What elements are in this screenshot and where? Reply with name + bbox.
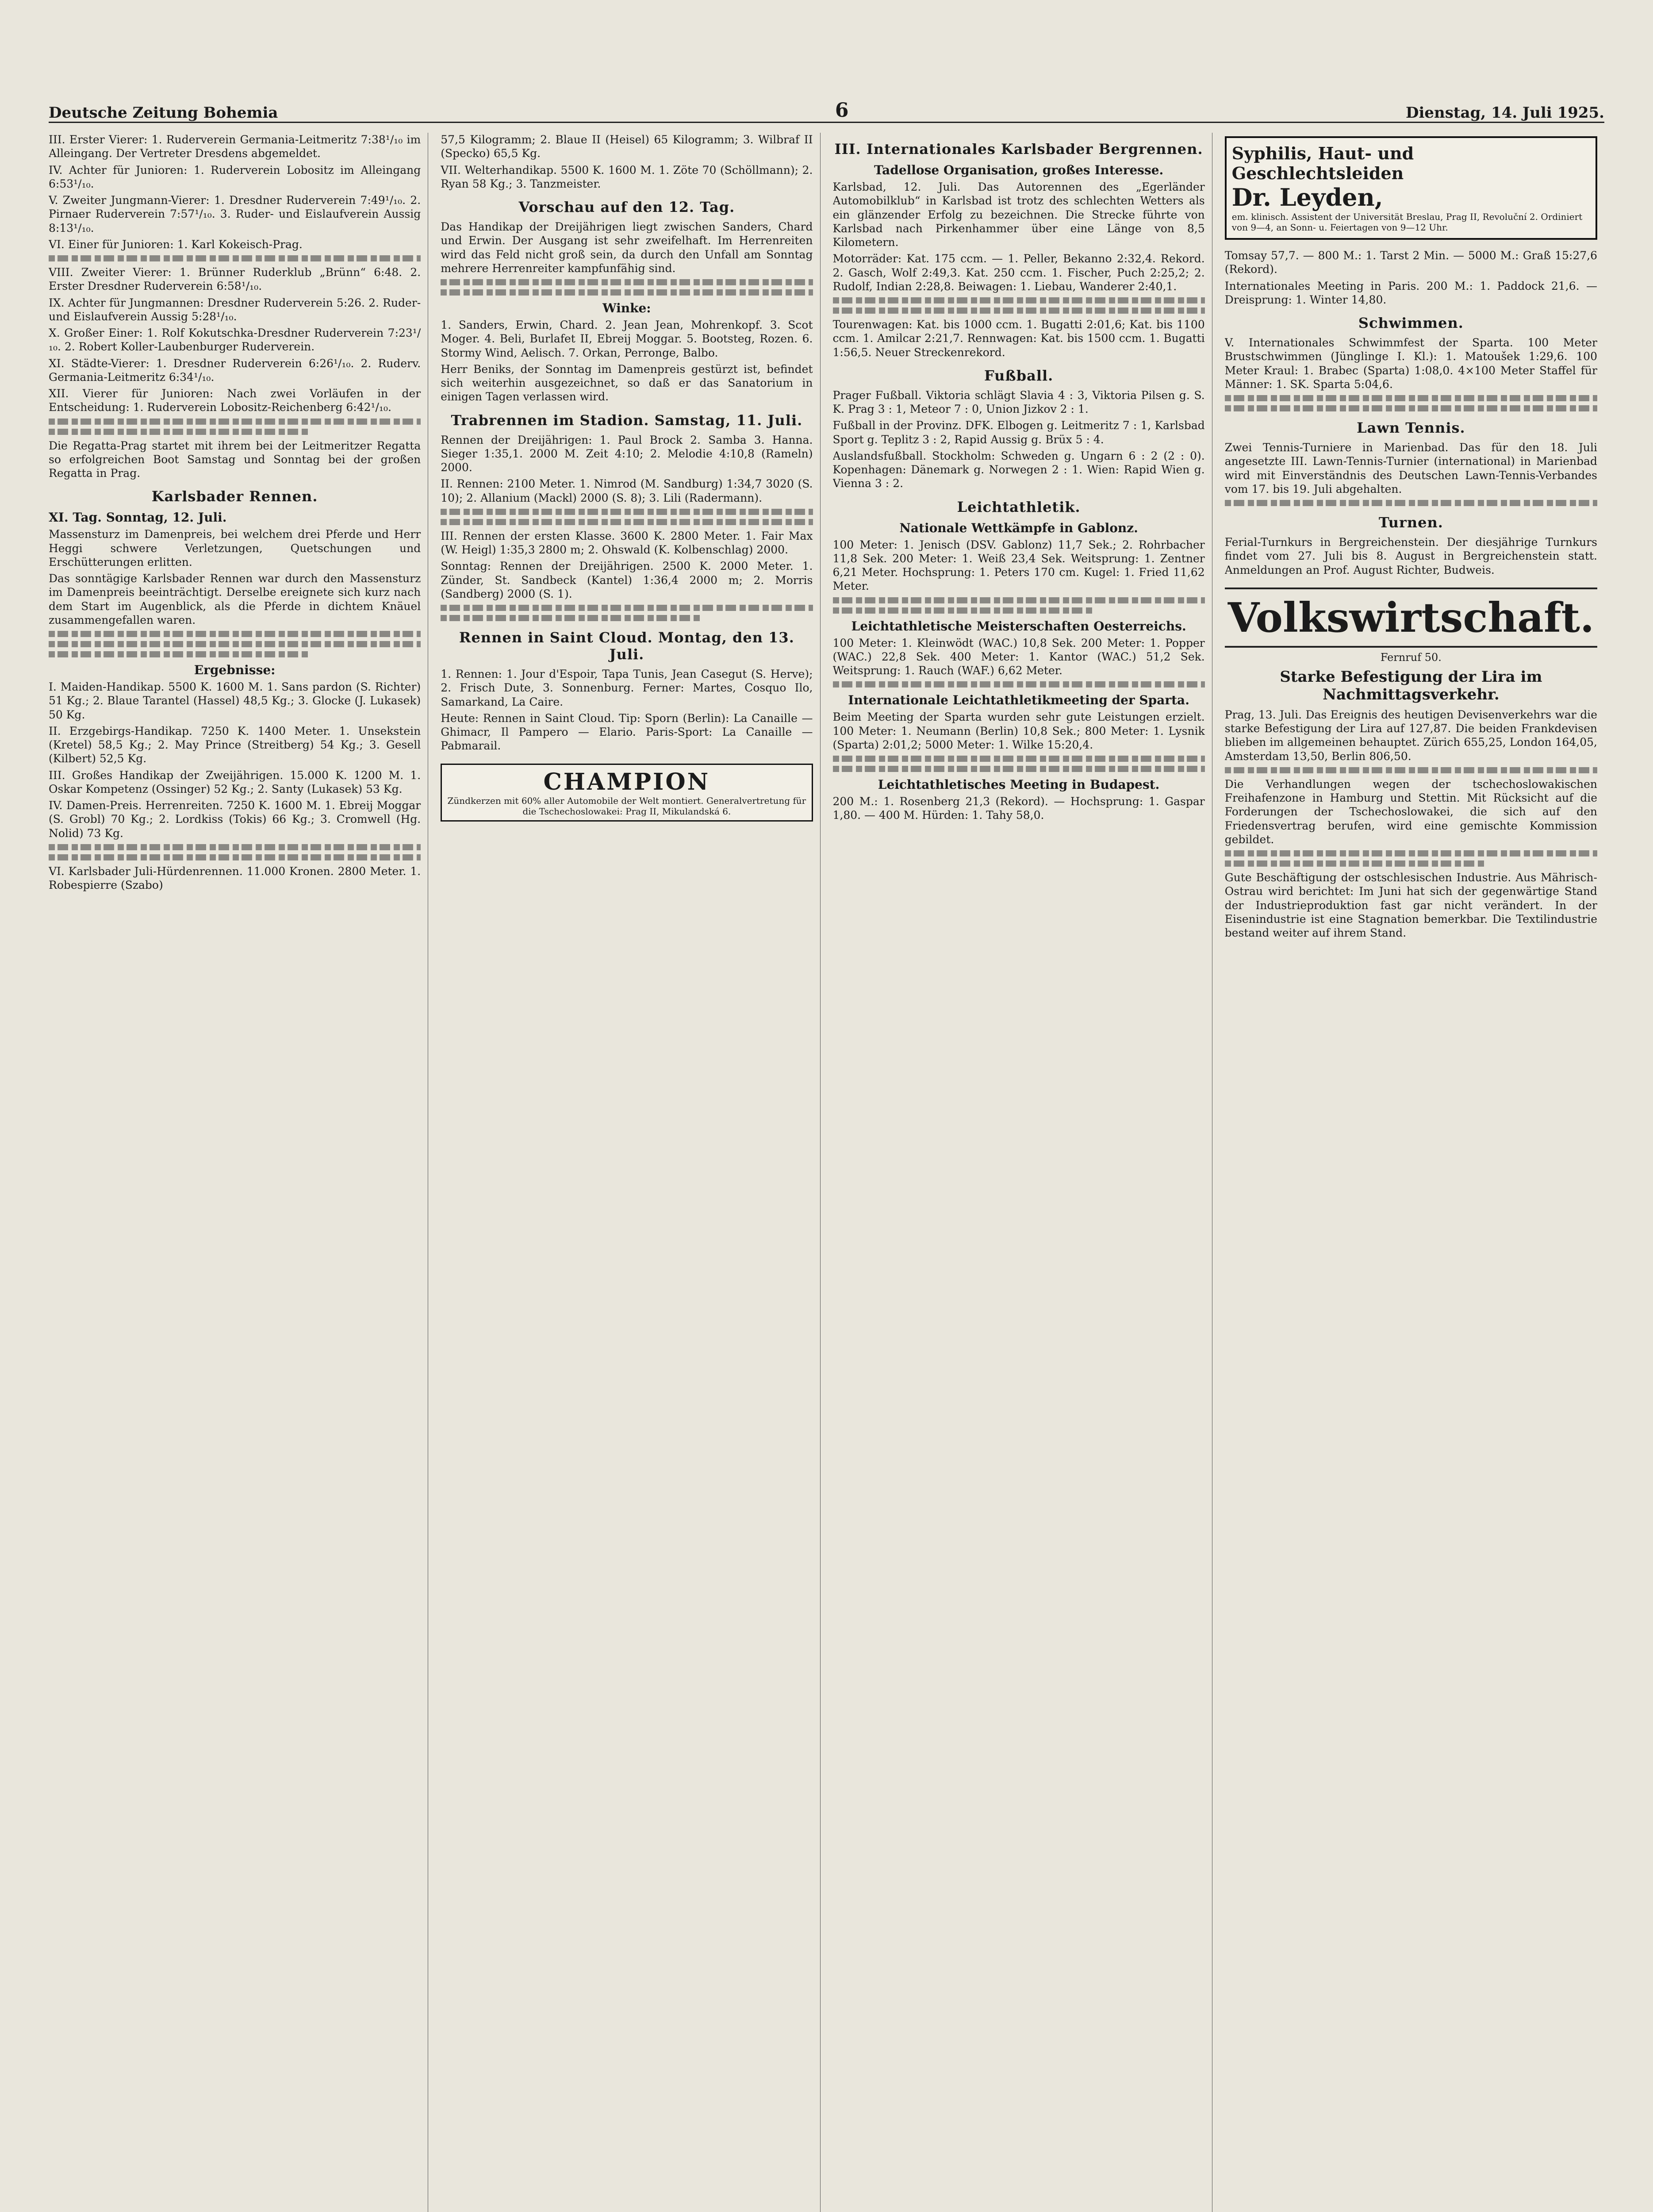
page-header	[49, 95, 1604, 123]
text-line	[441, 519, 813, 525]
article-text: Tourenwagen: Kat. bis 1000 ccm. 1. Bugatti 2:01,6; Kat. bis 1100 ccm. 1. Amilcar 2:21,7. Rennwagen: Kat. bis 1500 ccm. 1. Bugatti 1:56,5. Neuer Streckenrekord.	[832, 318, 1205, 359]
article-text: XI. Städte-Vierer: 1. Dresdner Ruderverein 6:26¹/₁₀. 2. Ruderv. Germania-Leitmeritz 6:34¹/₁₀.	[49, 357, 421, 384]
race-result: II. Erzgebirgs-Handikap. 7250 K. 1400 Meter. 1. Unsekstein (Kretel) 58,5 Kg.; 2. May Prince (Streitberg) 54 Kg.; 3. Gesell (Kilbert) 52,5 Kg.	[49, 724, 421, 765]
ad-details: em. klinisch. Assistent der Universität Breslau, Prag II, Revoluční 2. Ordiniert von 9—4, an Sonn- u. Feiertagen von 9—12 Uhr.	[1231, 211, 1583, 233]
article-text: VIII. Zweiter Vierer: 1. Brünner Ruderklub „Brünn“ 6:48. 2. Erster Dresdner Ruderverein 6:58¹/₁₀.	[49, 266, 421, 293]
text-line	[49, 429, 309, 435]
tips-list: 1. Sanders, Erwin, Chard. 2. Jean Jean, Mohrenkopf. 3. Scot Moger. 4. Beli, Burlafet II, Ebreij Moggar. 5. Bootsteg, Rozen. 6. Stormy Wind, Aelisch. 7. Orkan, Perronge, Balbo.	[441, 319, 813, 359]
article-text: Massensturz im Damenpreis, bei welchem drei Pferde und Herr Heggi schwere Verletzungen, Quetschungen und Erschütterungen erlitten.	[49, 528, 421, 568]
page-number: 6	[835, 99, 849, 122]
text-line	[441, 615, 701, 621]
race-result: II. Rennen: 2100 Meter. 1. Nimrod (M. Sandburg) 1:34,7 3020 (S. 10); 2. Allanium (Mackl) 2000 (S. 8); 3. Lili (Radermann).	[441, 477, 813, 504]
article-text: VI. Einer für Junioren: 1. Karl Kokeisch-Prag.	[49, 238, 303, 251]
text-line	[1225, 850, 1597, 856]
article-text: 100 Meter: 1. Jenisch (DSV. Gablonz) 11,7 Sek.; 2. Rohrbacher 11,8 Sek. 200 Meter: 1. Weiß 23,4 Sek. Weitsprung: 1. Zentner 6,21 Meter. Hochsprung: 1. Peters 170 cm. Kugel: 1. Fried 11,62 Meter.	[832, 538, 1205, 593]
article-text: XII. Vierer für Junioren: Nach zwei Vorläufen in der Entscheidung: 1. Ruderverein Lobositz-Reichenberg 6:42¹/₁₀.	[49, 387, 421, 414]
column-1	[49, 133, 428, 2212]
issue-date: Dienstag, 14. Juli 1925.	[1405, 104, 1604, 122]
subheading: Nationale Wettkämpfe in Gablonz.	[899, 520, 1138, 535]
text-line	[49, 419, 421, 425]
newspaper-title: Deutsche Zeitung Bohemia	[49, 104, 278, 122]
race-result: VI. Karlsbader Juli-Hürdenrennen. 11.000 Kronen. 2800 Meter. 1. Robespierre (Szabo)	[49, 864, 421, 891]
section-heading: Turnen.	[1378, 514, 1443, 531]
text-line	[441, 289, 813, 296]
text-line	[49, 255, 421, 261]
article-text: 57,5 Kilogramm; 2. Blaue II (Heisel) 65 Kilogramm; 3. Wilbraf II (Specko) 65,5 Kg.	[441, 133, 813, 160]
article-text: Auslandsfußball. Stockholm: Schweden g. Ungarn 6 : 2 (2 : 0). Kopenhagen: Dänemark g. Norwegen 2 : 1. Wien: Rapid Wien g. Vienna 3 : 2.	[832, 449, 1205, 490]
article-text: X. Großer Einer: 1. Rolf Kokutschka-Dresdner Ruderverein 7:23¹/₁₀. 2. Robert Koller-Laubenburger Ruderverein.	[49, 326, 421, 353]
article-text: VII. Welterhandikap. 5500 K. 1600 M. 1. Zöte 70 (Schöllmann); 2. Ryan 58 Kg.; 3. Tanzmeister.	[441, 163, 813, 190]
text-line	[49, 844, 421, 850]
column-3	[833, 133, 1212, 2212]
subheading: Internationale Leichtathletikmeeting der Sparta.	[848, 693, 1189, 708]
text-line	[49, 641, 421, 647]
article-text: Prag, 13. Juli. Das Ereignis des heutigen Devisenverkehrs war die starke Befestigung der Lira auf 127,87. Die beiden Frankdevisen blieben im allgemeinen behauptet. Zürich 655,25, London 164,05, Amsterdam 13,50, Berlin 806,50.	[1224, 708, 1597, 763]
text-line	[833, 597, 1205, 603]
doctor-advertisement	[1225, 136, 1597, 240]
race-result: III. Großes Handikap der Zweijährigen. 15.000 K. 1200 M. 1. Oskar Kompetenz (Ossinger) 52 Kg.; 2. Santy (Lukasek) 53 Kg.	[49, 768, 421, 795]
article-text: Motorräder: Kat. 175 ccm. — 1. Peller, Bekanno 2:32,4. Rekord. 2. Gasch, Wolf 2:49,3. Kat. 250 ccm. 1. Fischer, Puch 2:25,2; 2. Rudolf, Indian 2:28,8. Beiwagen: 1. Liebau, Wanderer 2:40,1.	[832, 252, 1205, 293]
section-heading: Leichtathletik.	[957, 498, 1081, 515]
section-heading: Lawn Tennis.	[1357, 419, 1465, 436]
race-result: Heute: Rennen in Saint Cloud. Tip: Sporn (Berlin): La Canaille — Ghimacr, Il Pampero — Elario. Paris-Sport: La Canaille — Pabmarail.	[441, 711, 813, 753]
text-line	[833, 681, 1205, 687]
ad-name: Dr. Leyden,	[1231, 183, 1383, 211]
text-line	[833, 297, 1205, 303]
article-text: Die Regatta-Prag startet mit ihrem bei der Leitmeritzer Regatta so erfolgreichen Boot Samstag und Sonntag bei der großen Regatta in Prag.	[49, 439, 421, 480]
race-result: 1. Rennen: 1. Jour d'Espoir, Tapa Tunis, Jean Casegut (S. Herve); 2. Frisch Dute, 3. Sonnenburg. Ferner: Martes, Cosquo Ilo, Samarkand, La Caire.	[441, 668, 813, 708]
section-heading: III. Internationales Karlsbader Bergrennen.	[834, 141, 1203, 157]
race-result: Rennen der Dreijährigen: 1. Paul Brock 2. Samba 3. Hanna. Sieger 1:35,1. 2000 M. Zeit 4:10; 2. Melodie 4:10,8 (Rameln) 2000.	[441, 433, 813, 474]
ad-text: Zündkerzen mit 60% aller Automobile der Welt montiert. Generalvertretung für die Tschechoslowakei: Prag II, Mikulandská 6.	[447, 795, 806, 817]
article-text: 200 M.: 1. Rosenberg 21,3 (Rekord). — Hochsprung: 1. Gaspar 1,80. — 400 M. Hürden: 1. Tahy 58,0.	[832, 795, 1205, 822]
subheading: Leichtathletisches Meeting in Budapest.	[878, 777, 1160, 792]
article-text: Tomsay 57,7. — 800 M.: 1. Tarst 2 Min. — 5000 M.: Graß 15:27,6 (Rekord).	[1224, 249, 1597, 276]
article-text: Gute Beschäftigung der ostschlesischen Industrie. Aus Mährisch-Ostrau wird berichtet: Im Juni hat sich der gegenwärtige Stand der Industrieproduktion fast gar nicht verändert. In der Eisenindustrie ist eine Stagnation bemerkbar. Die Textilindustrie bestand weiter auf ihrem Stand.	[1224, 871, 1597, 939]
article-text: 100 Meter: 1. Kleinwödt (WAC.) 10,8 Sek. 200 Meter: 1. Popper (WAC.) 22,8 Sek. 400 Meter: 1. Kantor (WAC.) 51,2 Sek. Weitsprung: 1. Rauch (WAF.) 6,62 Meter.	[832, 636, 1205, 677]
section-heading: Vorschau auf den 12. Tag.	[518, 199, 735, 215]
text-line	[49, 631, 421, 637]
article-text: Internationales Meeting in Paris. 200 M.: 1. Paddock 21,6. — Dreisprung: 1. Winter 14,80.	[1224, 279, 1597, 306]
text-line	[441, 279, 813, 285]
champion-advertisement	[441, 764, 813, 822]
article-text: V. Zweiter Jungmann-Vierer: 1. Dresdner Ruderverein 7:49¹/₁₀. 2. Pirnaer Ruderverein 7:57¹/₁₀. 3. Ruder- und Eislaufverein Aussig 8:13¹/₁₀.	[49, 194, 421, 234]
section-heading: Karlsbader Rennen.	[151, 488, 318, 505]
ad-heading: Syphilis, Haut- und Geschlechtsleiden	[1231, 143, 1414, 183]
text-line	[833, 756, 1205, 762]
text-line	[833, 607, 1093, 614]
article-text: IV. Achter für Junioren: 1. Ruderverein Lobositz im Alleingang 6:53¹/₁₀.	[49, 163, 421, 190]
subheading: Winke:	[602, 301, 651, 315]
article-text: Herr Beniks, der Sonntag im Damenpreis gestürzt ist, befindet sich weiterhin ausgezeichnet, so daß er das Sanatorium in einigen Tagen verlassen wird.	[441, 362, 813, 403]
section-heading: Trabrennen im Stadion. Samstag, 11. Juli.	[451, 411, 803, 429]
text-line	[1225, 405, 1597, 411]
text-line	[1225, 767, 1597, 773]
article-text: IX. Achter für Jungmannen: Dresdner Ruderverein 5:26. 2. Ruder- und Eislaufverein Aussig 5:28¹/₁₀.	[49, 296, 421, 323]
columns	[49, 133, 1604, 2212]
column-4	[1225, 133, 1604, 2212]
text-line	[833, 766, 1205, 772]
article-text: Das sonntägige Karlsbader Rennen war durch den Massensturz im Damenpreis beeinträchtigt. Derselbe ereignete sich kurz nach dem Start im Augenblick, als die Pferde in dichtem Knäuel zusammengefallen waren.	[49, 572, 421, 626]
race-result: III. Rennen der ersten Klasse. 3600 K. 2800 Meter. 1. Fair Max (W. Heigl) 1:35,3 2800 m; 2. Ohswald (K. Kolbenschlag) 2000.	[441, 529, 813, 556]
section-heading: Rennen in Saint Cloud. Montag, den 13. Juli.	[459, 629, 794, 663]
headline: Starke Befestigung der Lira im Nachmittagsverkehr.	[1280, 668, 1542, 703]
subheading: Ergebnisse:	[194, 663, 276, 677]
article-text: Fußball in der Provinz. DFK. Elbogen g. Leitmeritz 7 : 1, Karlsbad Sport g. Teplitz 3 : 2, Rapid Aussig g. Brüx 5 : 4.	[832, 419, 1205, 446]
subheading: Tadellose Organisation, großes Interesse.	[874, 163, 1164, 177]
race-result: IV. Damen-Preis. Herrenreiten. 7250 K. 1600 M. 1. Ebreij Moggar (S. Grobl) 70 Kg.; 2. Lordkiss (Tokis) 66 Kg.; 3. Cromwell (Hg. Nolid) 73 Kg.	[49, 799, 421, 840]
text-line	[1225, 860, 1486, 867]
text-line	[441, 605, 813, 611]
article-text: Zwei Tennis-Turniere in Marienbad. Das für den 18. Juli angesetzte III. Lawn-Tennis-Turnier (international) in Marienbad wird mit Einverständnis des Deutschen Lawn-Tennis-Verbandes vom 17. bis 19. Juli abgehalten.	[1224, 441, 1597, 495]
subheading: XI. Tag. Sonntag, 12. Juli.	[49, 510, 227, 525]
subheading: Leichtathletische Meisterschaften Oesterreichs.	[851, 618, 1186, 634]
column-2	[441, 133, 820, 2212]
race-result: Sonntag: Rennen der Dreijährigen. 2500 K. 2000 Meter. 1. Zünder, St. Sandbeck (Kantel) 1:36,4 2000 m; 2. Morris (Sandberg) 2000 (S. 1).	[441, 560, 813, 600]
article-text: Die Verhandlungen wegen der tschechoslowakischen Freihafenzone in Hamburg und Stettin. Mit Rücksicht auf die Forderungen der Tschechoslowakei, die sich auf den Friedensvertrag berufen, wird eine gemischte Kommission gebildet.	[1224, 777, 1597, 846]
text-line	[441, 509, 813, 515]
article-text: Prager Fußball. Viktoria schlägt Slavia 4 : 3, Viktoria Pilsen g. S. K. Prag 3 : 1, Meteor 7 : 0, Union Jizkov 2 : 1.	[832, 388, 1205, 415]
article-text: Ferial-Turnkurs in Bergreichenstein. Der diesjährige Turnkurs findet vom 27. Juli bis 8. August in Bergreichenstein statt. Anmeldungen an Prof. August Richter, Budweis.	[1224, 536, 1597, 576]
section-heading: Fußball.	[984, 367, 1054, 384]
text-line	[1225, 395, 1597, 401]
text-line	[49, 651, 309, 657]
article-text: III. Erster Vierer: 1. Ruderverein Germania-Leitmeritz 7:38¹/₁₀ im Alleingang. Der Vertreter Dresdens abgemeldet.	[49, 133, 421, 160]
article-text: Das Handikap der Dreijährigen liegt zwischen Sanders, Chard und Erwin. Der Ausgang ist sehr zweifelhaft. Im Herrenreiten wird das Feld nicht groß sein, da durch den Unfall am Sonntag mehrere Herrenreiter kampfunfähig sind.	[441, 220, 813, 275]
article-text: V. Internationales Schwimmfest der Sparta. 100 Meter Brustschwimmen (Jünglinge I. Kl.): 1. Matoušek 1:29,6. 100 Meter Kraul: 1. Brabec (Sparta) 1:08,0. 4×100 Meter Staffel für Männer: 1. SK. Sparta 5:04,6.	[1224, 336, 1597, 391]
text-line	[49, 854, 421, 860]
section-heading: Schwimmen.	[1358, 315, 1464, 331]
text-line	[1225, 500, 1597, 506]
text-line	[833, 307, 1205, 314]
phone-line: Fernruf 50.	[1380, 651, 1442, 664]
economy-section-title: Volkswirtschaft.	[1225, 588, 1597, 648]
article-text: Karlsbad, 12. Juli. Das Autorennen des „Egerländer Automobilklub“ in Karlsbad ist trotz des schlechten Wetters als ein glänzender Erfolg zu bezeichnen. Die Strecke führte von Karlsbad nach Pirkenhammer über eine Länge von 8,5 Kilometern.	[832, 180, 1205, 249]
ad-title: CHAMPION	[543, 768, 710, 795]
race-result: I. Maiden-Handikap. 5500 K. 1600 M. 1. Sans pardon (S. Richter) 51 Kg.; 2. Blaue Tarantel (Hassel) 48,5 Kg.; 3. Glocke (J. Lukasek) 50 Kg.	[49, 680, 421, 721]
article-text: Beim Meeting der Sparta wurden sehr gute Leistungen erzielt. 100 Meter: 1. Neumann (Berlin) 10,8 Sek.; 800 Meter: 1. Lysnik (Sparta) 2:01,2; 5000 Meter: 1. Wilke 15:20,4.	[832, 710, 1205, 751]
